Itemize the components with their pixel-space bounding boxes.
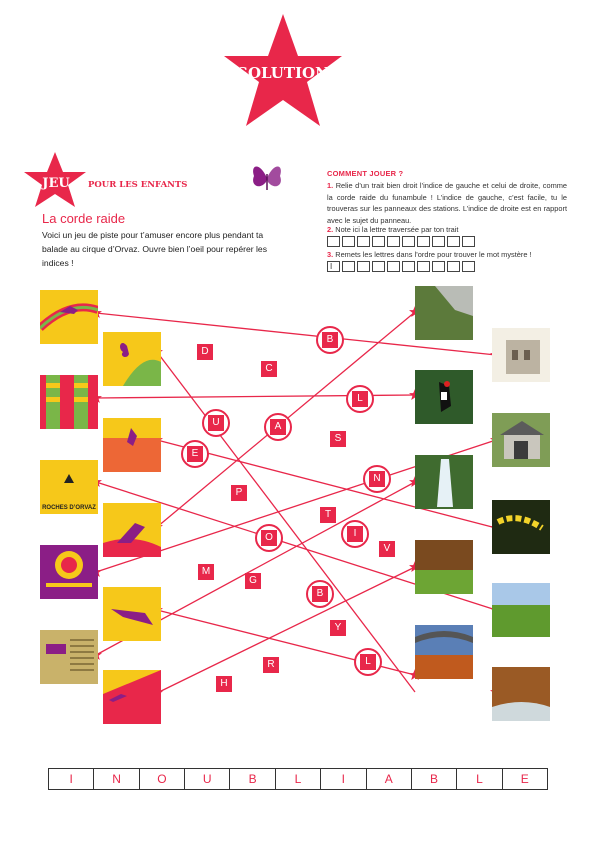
answer-letter[interactable]: N <box>94 769 139 789</box>
step-2 <box>327 224 567 247</box>
pour-les-enfants-label: POUR LES ENFANTS <box>88 180 188 190</box>
salamander-photo <box>492 500 550 554</box>
circled-letter <box>202 409 230 437</box>
clue-left-5[interactable] <box>40 460 98 514</box>
clue-left-9[interactable] <box>40 630 98 684</box>
step-3-number: 3. <box>327 250 334 259</box>
step-2-text: Note ici la lettre traversée par ton trait <box>335 225 459 234</box>
letter-square: R <box>263 657 279 673</box>
answer-letter[interactable]: E <box>520 772 529 786</box>
photo-right-woodpecker[interactable] <box>415 370 473 424</box>
circled-letter-text: B <box>312 586 328 602</box>
circled-letter-text: L <box>360 654 376 670</box>
photo-right-salamander[interactable] <box>492 500 550 554</box>
cow-text-illustration <box>40 630 98 684</box>
answer-letter[interactable]: A <box>367 769 412 789</box>
step-3 <box>327 249 567 272</box>
letter-box[interactable] <box>402 261 415 272</box>
circled-letter <box>363 465 391 493</box>
answer-letter[interactable]: L <box>457 769 502 789</box>
letter-box[interactable] <box>372 261 385 272</box>
answer-letter[interactable]: O <box>140 769 185 789</box>
letter-box[interactable] <box>432 261 445 272</box>
letter-square: G <box>245 573 261 589</box>
letter-square: T <box>320 507 336 523</box>
clue-left-3[interactable] <box>40 375 98 429</box>
letter-box[interactable] <box>342 261 355 272</box>
letter-box[interactable] <box>372 236 385 247</box>
butterfly-icon <box>250 160 284 196</box>
letter-square: Y <box>330 620 346 636</box>
circled-letter <box>306 580 334 608</box>
intro-text: Voici un jeu de piste pour t’amuser encore plus pendant ta balade au cirque d’Orvaz. Ouvre bien l’oeil pour repérer les indices ! <box>42 230 267 268</box>
circus-logo-illustration <box>40 545 98 599</box>
letter-square: C <box>261 361 277 377</box>
answer-letter[interactable]: L <box>276 769 321 789</box>
letter-box[interactable] <box>387 261 400 272</box>
grasshopper-illustration <box>103 587 161 641</box>
roches-label: ROCHES D’ORVAZ <box>42 505 96 511</box>
howto-title: COMMENT JOUER ? <box>327 169 404 178</box>
circled-letter-text: O <box>261 530 277 546</box>
letter-box[interactable] <box>447 236 460 247</box>
waterfall-photo <box>415 455 473 509</box>
clue-left-8[interactable] <box>103 587 161 641</box>
letter-box[interactable] <box>327 236 340 247</box>
solution-star <box>218 12 348 132</box>
letter-box[interactable] <box>417 261 430 272</box>
photo-right-meadow[interactable] <box>415 540 473 594</box>
circled-letter <box>255 524 283 552</box>
letter-square: D <box>197 344 213 360</box>
photo-right-stream[interactable] <box>492 667 550 721</box>
solution-label: SOLUTION <box>237 64 329 82</box>
step-3-text: Remets les lettres dans l’ordre pour trouver le mot mystère ! <box>335 250 532 259</box>
meadow-photo <box>415 540 473 594</box>
stream-photo <box>492 667 550 721</box>
game-title: La corde raide <box>42 211 126 226</box>
photo-right-pasture[interactable] <box>492 583 550 637</box>
letter-box[interactable] <box>387 236 400 247</box>
washhouse-photo <box>492 413 550 467</box>
photo-right-ruin[interactable] <box>492 328 550 382</box>
clue-left-1[interactable] <box>40 290 98 344</box>
jeu-star <box>20 150 90 210</box>
answer-letter[interactable]: B <box>230 769 275 789</box>
answer-letter[interactable]: U <box>185 769 230 789</box>
letter-square: M <box>198 564 214 580</box>
step-1 <box>327 180 567 226</box>
jeu-label: JEU <box>42 176 70 191</box>
answer-letter[interactable]: I <box>321 769 366 789</box>
letter-box[interactable] <box>417 236 430 247</box>
clue-left-6[interactable] <box>103 503 161 557</box>
answer-letter[interactable]: I <box>49 769 94 789</box>
circled-letter-text: B <box>322 332 338 348</box>
photo-right-washhouse[interactable] <box>492 413 550 467</box>
falcon-illustration <box>103 503 161 557</box>
clue-left-2[interactable] <box>103 332 161 386</box>
clue-left-7[interactable] <box>40 545 98 599</box>
letter-square: H <box>216 676 232 692</box>
circled-letter-text: L <box>352 391 368 407</box>
step-1-number: 1. <box>327 181 334 190</box>
clue-left-4[interactable] <box>103 418 161 472</box>
bridge-photo <box>415 625 473 679</box>
circled-letter <box>354 648 382 676</box>
letter-box[interactable] <box>402 236 415 247</box>
circled-letter-text: I <box>347 526 363 542</box>
circled-letter-text: E <box>187 446 203 462</box>
circled-letter <box>264 413 292 441</box>
letter-box[interactable] <box>462 236 475 247</box>
circled-letter <box>181 440 209 468</box>
clue-left-10[interactable] <box>103 670 161 724</box>
ruin-photo <box>492 328 550 382</box>
climber-illustration <box>103 418 161 472</box>
letter-box[interactable] <box>432 236 445 247</box>
letter-box[interactable] <box>342 236 355 247</box>
letter-square: V <box>379 541 395 557</box>
circled-letter-text: U <box>208 415 224 431</box>
circled-letter <box>341 520 369 548</box>
letter-square: S <box>330 431 346 447</box>
answer-row <box>48 768 548 790</box>
letter-box[interactable] <box>357 261 370 272</box>
letter-box[interactable] <box>357 236 370 247</box>
letter-box[interactable] <box>447 261 460 272</box>
circled-letter-text: A <box>270 419 286 435</box>
circled-letter-text: N <box>369 471 385 487</box>
photo-right-waterfall[interactable] <box>415 455 473 509</box>
triangle-icon <box>40 460 98 500</box>
answer-letter[interactable]: B <box>412 769 457 789</box>
rope-lizard-illustration <box>40 290 98 344</box>
letter-box[interactable] <box>462 261 475 272</box>
letter-boxes-row-2 <box>327 261 567 272</box>
photo-right-cliff[interactable] <box>415 286 473 340</box>
pasture-photo <box>492 583 550 637</box>
butterfly-leaf-illustration <box>103 332 161 386</box>
cliff-photo <box>415 286 473 340</box>
woodpecker-photo <box>415 370 473 424</box>
step-2-number: 2. <box>327 225 334 234</box>
striped-legs-illustration <box>40 375 98 429</box>
letter-square: P <box>231 485 247 501</box>
step-1-text: Relie d’un trait bien droit l’indice de gauche et celui de droite, comme la corde raide du funambule ! L’indice de gauche, c’est facile, tu le trouveras sur les panneaux des stations. L’indice de droite est en rapport avec le sujet du panneau. <box>327 181 567 225</box>
photo-right-bridge[interactable] <box>415 625 473 679</box>
circled-letter <box>316 326 344 354</box>
letter-boxes-row-1 <box>327 236 567 247</box>
circled-letter <box>346 385 374 413</box>
letter-box[interactable]: I <box>327 261 340 272</box>
salamander-red-illustration <box>103 670 161 724</box>
